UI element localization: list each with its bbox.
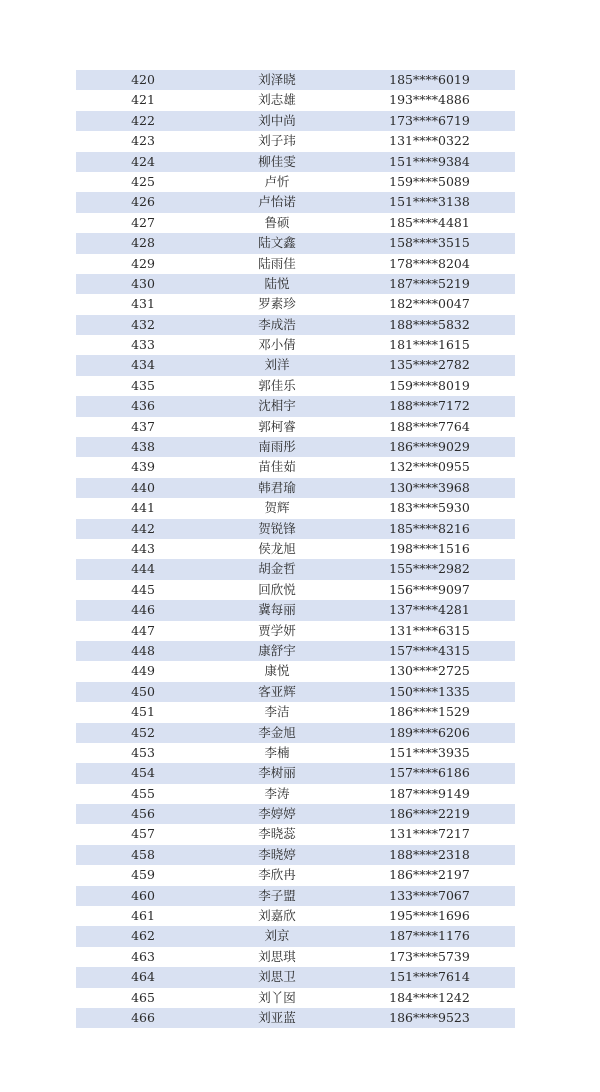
table-row [76, 723, 515, 743]
table-row [76, 111, 515, 131]
row-phone-cell: 159****8019 [389, 377, 470, 393]
table-row [76, 294, 515, 314]
row-name-cell: 罗素珍 [258, 296, 296, 312]
row-phone-cell: 181****1615 [389, 337, 470, 353]
table-row [76, 152, 515, 172]
row-id-cell: 454 [131, 765, 155, 781]
table-row [76, 804, 515, 824]
row-name-cell: 郭柯睿 [258, 418, 296, 434]
row-name-cell: 陆雨佳 [258, 255, 296, 271]
row-name-cell: 卢忻 [264, 173, 290, 189]
row-phone-cell: 133****7067 [389, 887, 470, 903]
row-phone-cell: 187****9149 [389, 785, 470, 801]
row-id-cell: 421 [131, 92, 155, 108]
row-id-cell: 437 [131, 418, 155, 434]
row-phone-cell: 187****5219 [389, 275, 470, 291]
row-phone-cell: 185****4481 [389, 214, 470, 230]
table-row [76, 233, 515, 253]
row-name-cell: 刘子玮 [258, 133, 296, 149]
table-row [76, 947, 515, 967]
row-id-cell: 449 [131, 663, 155, 679]
table-row [76, 437, 515, 457]
row-phone-cell: 131****6315 [389, 622, 470, 638]
row-phone-cell: 188****7764 [389, 418, 470, 434]
row-phone-cell: 188****5832 [389, 316, 470, 332]
row-id-cell: 447 [131, 622, 155, 638]
row-name-cell: 刘京 [264, 928, 290, 944]
row-name-cell: 李晓蕊 [258, 826, 296, 842]
row-name-cell: 刘中尚 [258, 112, 296, 128]
row-phone-cell: 185****6019 [389, 72, 470, 87]
row-name-cell: 侯龙旭 [258, 540, 296, 556]
row-name-cell: 刘洋 [264, 357, 290, 373]
table-row [76, 355, 515, 375]
row-phone-cell: 189****6206 [389, 724, 470, 740]
row-phone-cell: 156****9097 [389, 581, 470, 597]
row-id-cell: 466 [131, 1009, 155, 1025]
row-id-cell: 453 [131, 744, 155, 760]
row-phone-cell: 186****2219 [389, 806, 470, 822]
table-row [76, 926, 515, 946]
row-id-cell: 448 [131, 642, 155, 658]
row-name-cell: 李婷婷 [258, 806, 296, 822]
table-row [76, 988, 515, 1008]
table-row [76, 457, 515, 477]
row-phone-cell: 151****7614 [389, 969, 470, 985]
row-id-cell: 443 [131, 540, 155, 556]
row-id-cell: 429 [131, 255, 155, 271]
row-id-cell: 445 [131, 581, 155, 597]
row-id-cell: 465 [131, 989, 155, 1005]
table-row [76, 824, 515, 844]
row-phone-cell: 186****9029 [389, 439, 470, 455]
row-id-cell: 462 [131, 928, 155, 944]
row-id-cell: 426 [131, 194, 155, 210]
table-row [76, 559, 515, 579]
row-id-cell: 436 [131, 398, 155, 414]
row-id-cell: 452 [131, 724, 155, 740]
row-phone-cell: 157****4315 [389, 642, 470, 658]
row-id-cell: 427 [131, 214, 155, 230]
table-row [76, 70, 515, 90]
table-row [76, 396, 515, 416]
table-row [76, 213, 515, 233]
table-row [76, 661, 515, 681]
row-id-cell: 425 [131, 173, 155, 189]
table-row [76, 335, 515, 355]
table-row [76, 274, 515, 294]
table-row [76, 702, 515, 722]
row-id-cell: 455 [131, 785, 155, 801]
table-row [76, 682, 515, 702]
row-name-cell: 李子盟 [258, 887, 296, 903]
row-phone-cell: 195****1696 [389, 908, 470, 924]
row-name-cell: 刘志雄 [258, 92, 296, 108]
table-row [76, 743, 515, 763]
row-name-cell: 邓小倩 [258, 337, 296, 353]
table-row [76, 621, 515, 641]
row-phone-cell: 150****1335 [389, 683, 470, 699]
row-id-cell: 433 [131, 337, 155, 353]
row-name-cell: 南雨彤 [258, 439, 296, 455]
row-phone-cell: 186****9523 [389, 1009, 470, 1025]
row-phone-cell: 193****4886 [389, 92, 470, 108]
row-name-cell: 韩君瑜 [258, 479, 296, 495]
row-id-cell: 428 [131, 235, 155, 251]
row-phone-cell: 159****5089 [389, 173, 470, 189]
row-id-cell: 420 [131, 72, 155, 87]
row-name-cell: 贺锐锋 [258, 520, 296, 536]
row-name-cell: 李欣冉 [258, 867, 296, 883]
table-row [76, 600, 515, 620]
row-name-cell: 苗佳茹 [258, 459, 296, 475]
row-name-cell: 李金旭 [258, 724, 296, 740]
row-name-cell: 刘思卫 [258, 969, 296, 985]
row-id-cell: 461 [131, 908, 155, 924]
row-id-cell: 422 [131, 112, 155, 128]
row-phone-cell: 186****1529 [389, 704, 470, 720]
row-name-cell: 冀每丽 [258, 602, 296, 618]
row-name-cell: 李晓婷 [258, 846, 296, 862]
row-id-cell: 442 [131, 520, 155, 536]
table-row [76, 641, 515, 661]
row-phone-cell: 130****2725 [389, 663, 470, 679]
row-name-cell: 卢怡诺 [258, 194, 296, 210]
row-id-cell: 423 [131, 133, 155, 149]
row-id-cell: 424 [131, 153, 155, 169]
table-row [76, 1008, 515, 1028]
row-phone-cell: 151****3935 [389, 744, 470, 760]
row-id-cell: 464 [131, 969, 155, 985]
row-phone-cell: 185****8216 [389, 520, 470, 536]
table-row [76, 784, 515, 804]
row-phone-cell: 178****8204 [389, 255, 470, 271]
table-row [76, 865, 515, 885]
row-phone-cell: 182****0047 [389, 296, 470, 312]
row-name-cell: 康悦 [264, 663, 290, 679]
row-name-cell: 贾学妍 [258, 622, 296, 638]
table-row [76, 192, 515, 212]
row-name-cell: 郭佳乐 [258, 377, 296, 393]
row-id-cell: 431 [131, 296, 155, 312]
row-phone-cell: 155****2982 [389, 561, 470, 577]
table-row [76, 967, 515, 987]
row-id-cell: 430 [131, 275, 155, 291]
row-phone-cell: 187****1176 [389, 928, 470, 944]
row-phone-cell: 188****2318 [389, 846, 470, 862]
table-row [76, 519, 515, 539]
table-row [76, 172, 515, 192]
table-row [76, 90, 515, 110]
row-name-cell: 康舒宇 [258, 642, 296, 658]
row-id-cell: 463 [131, 948, 155, 964]
table-row [76, 763, 515, 783]
table-row [76, 886, 515, 906]
table-row [76, 417, 515, 437]
row-id-cell: 440 [131, 479, 155, 495]
table-row [76, 478, 515, 498]
row-name-cell: 李洁 [264, 704, 290, 720]
row-id-cell: 435 [131, 377, 155, 393]
table-row [76, 580, 515, 600]
row-phone-cell: 135****2782 [389, 357, 470, 373]
table-row [76, 498, 515, 518]
row-id-cell: 457 [131, 826, 155, 842]
row-name-cell: 刘思琪 [258, 948, 296, 964]
row-id-cell: 458 [131, 846, 155, 862]
table-row [76, 315, 515, 335]
row-phone-cell: 151****9384 [389, 153, 470, 169]
row-phone-cell: 188****7172 [389, 398, 470, 414]
row-name-cell: 柳佳雯 [258, 153, 296, 169]
table-row [76, 376, 515, 396]
row-id-cell: 434 [131, 357, 155, 373]
row-name-cell: 李成浩 [258, 316, 296, 332]
table-row [76, 131, 515, 151]
row-id-cell: 438 [131, 439, 155, 455]
row-name-cell: 贺辉 [264, 500, 290, 516]
contact-table [76, 70, 515, 1028]
row-name-cell: 李楠 [264, 744, 290, 760]
row-phone-cell: 158****3515 [389, 235, 470, 251]
row-id-cell: 450 [131, 683, 155, 699]
row-phone-cell: 186****2197 [389, 867, 470, 883]
row-name-cell: 陆悦 [264, 275, 290, 291]
row-id-cell: 460 [131, 887, 155, 903]
row-phone-cell: 137****4281 [389, 602, 470, 618]
row-name-cell: 刘亚蓝 [258, 1009, 296, 1025]
row-name-cell: 鲁硕 [264, 214, 290, 230]
row-name-cell: 李树丽 [258, 765, 296, 781]
row-name-cell: 胡金哲 [258, 561, 296, 577]
row-id-cell: 456 [131, 806, 155, 822]
row-name-cell: 客亚辉 [258, 683, 296, 699]
row-name-cell: 陆文鑫 [258, 235, 296, 251]
row-phone-cell: 184****1242 [389, 989, 470, 1005]
table-row [76, 845, 515, 865]
row-name-cell: 刘嘉欣 [258, 908, 296, 924]
row-id-cell: 446 [131, 602, 155, 618]
row-phone-cell: 173****6719 [389, 112, 470, 128]
row-id-cell: 441 [131, 500, 155, 516]
row-id-cell: 444 [131, 561, 155, 577]
row-phone-cell: 132****0955 [389, 459, 470, 475]
row-name-cell: 刘丫囡 [258, 989, 296, 1005]
row-phone-cell: 183****5930 [389, 500, 470, 516]
row-phone-cell: 131****7217 [389, 826, 470, 842]
table-row [76, 539, 515, 559]
row-phone-cell: 130****3968 [389, 479, 470, 495]
row-name-cell: 回欣悦 [258, 581, 296, 597]
row-name-cell: 刘泽晓 [258, 72, 296, 87]
row-id-cell: 439 [131, 459, 155, 475]
table-row [76, 906, 515, 926]
row-name-cell: 李涛 [264, 785, 290, 801]
row-id-cell: 432 [131, 316, 155, 332]
row-phone-cell: 173****5739 [389, 948, 470, 964]
row-id-cell: 451 [131, 704, 155, 720]
table-row [76, 254, 515, 274]
row-id-cell: 459 [131, 867, 155, 883]
row-phone-cell: 131****0322 [389, 133, 470, 149]
row-phone-cell: 157****6186 [389, 765, 470, 781]
row-phone-cell: 151****3138 [389, 194, 470, 210]
row-phone-cell: 198****1516 [389, 540, 470, 556]
row-name-cell: 沈相宇 [258, 398, 296, 414]
